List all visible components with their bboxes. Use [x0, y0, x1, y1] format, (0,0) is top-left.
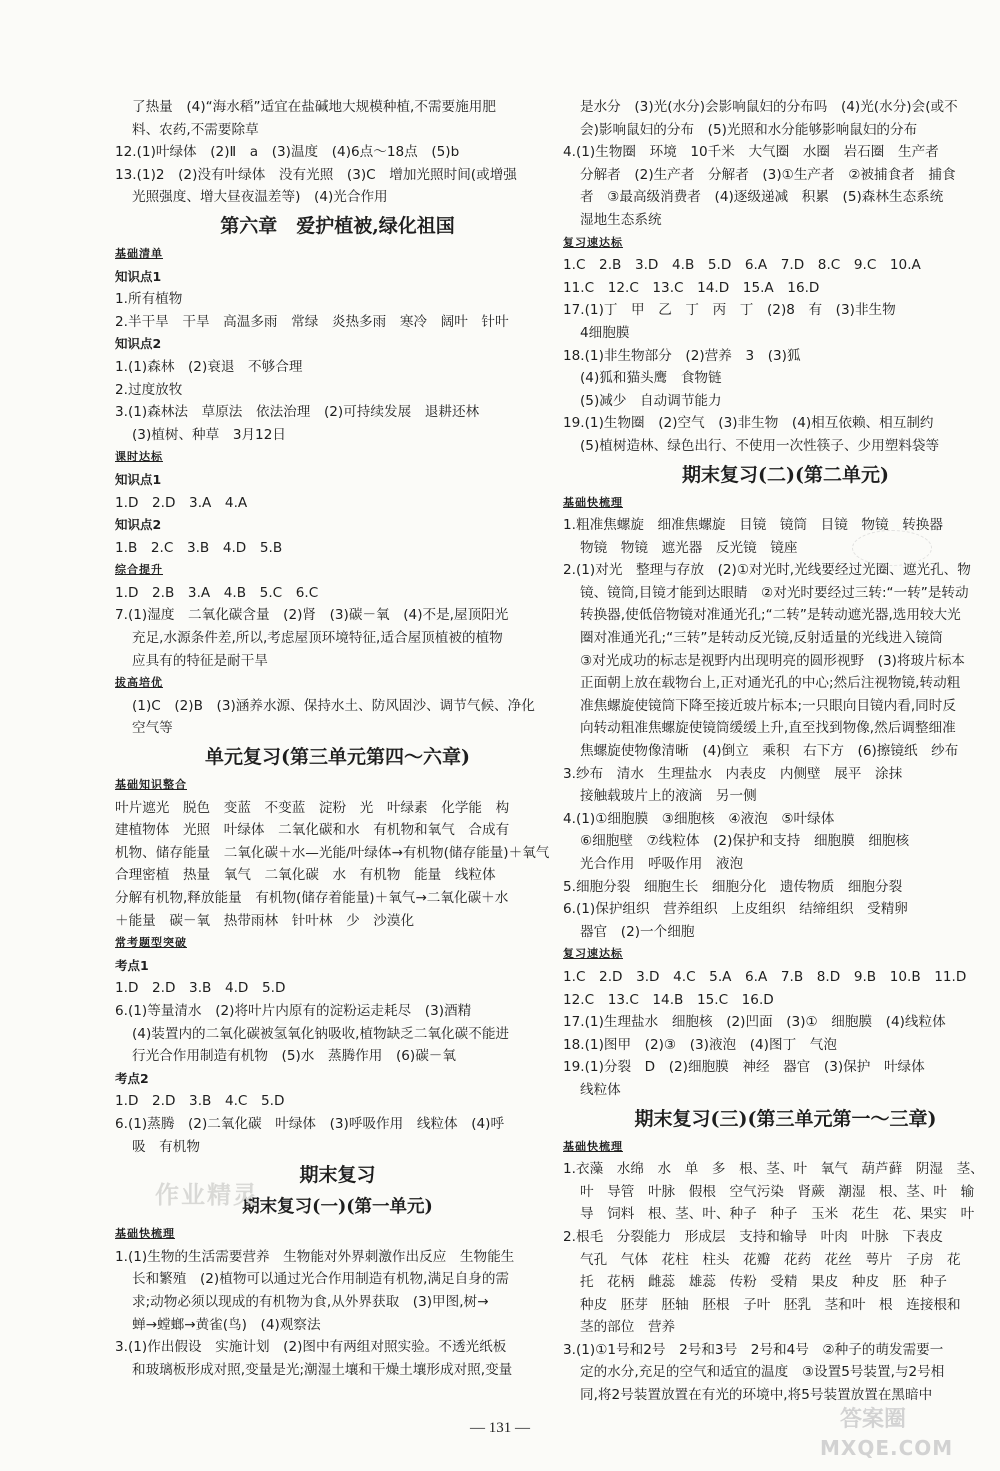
- answer-line: 和玻璃板形成对照,变量是光;潮湿土壤和干燥土壤形成对照,变量: [132, 1361, 513, 1378]
- answer-line: 12.(1)叶绿体 (2)Ⅱ a (3)温度 (4)6点～18点 (5)b: [115, 144, 460, 161]
- stamp-mark: [852, 530, 932, 566]
- answer-line: 是水分 (3)光(水分)会影响鼠妇的分布吗 (4)光(水分)会(或不: [580, 99, 958, 115]
- answer-line: 气孔 气体 花柱 柱头 花瓣 花药 花丝 萼片 子房 花: [580, 1251, 961, 1268]
- answer-line: 合理密植 热量 氧气 二氧化碳 水 有机物 能量 线粒体: [115, 867, 496, 884]
- answer-line: 1.所有植物: [115, 291, 183, 308]
- watermark-url: MXQE.COM: [820, 1436, 954, 1460]
- knowledge-point-label: 知识点2: [115, 336, 162, 352]
- answer-line: 叶 导管 叶脉 假根 空气污染 肾蕨 潮湿 根、茎、叶 输: [580, 1183, 975, 1200]
- answer-line: 4细胞膜: [580, 324, 630, 341]
- answer-line: 19.(1)分裂 D (2)细胞膜 神经 器官 (3)保护 叶绿体: [563, 1059, 925, 1076]
- answer-line: (3)植树、种草 3月12日: [132, 426, 286, 443]
- answer-line: 会)影响鼠妇的分布 (5)光照和水分能够影响鼠妇的分布: [580, 121, 918, 138]
- right-column: [563, 96, 1000, 1407]
- answer-line: 3.纱布 清水 生理盐水 内表皮 内侧壁 展平 涂抹: [563, 765, 903, 782]
- answer-line: (4)狐和猫头鹰 食物链: [580, 370, 722, 387]
- answer-line: 湿地生态系统: [580, 211, 662, 228]
- answer-line: 茎的部位 营养: [580, 1319, 676, 1336]
- section-heading: 第六章 爱护植被,绿化祖国: [220, 214, 455, 237]
- answer-line: 2.半干旱 干旱 高温多雨 常绿 炎热多雨 寒冷 阔叶 针叶: [115, 313, 509, 330]
- answer-line: 1.B 2.C 3.B 4.D 5.B: [115, 539, 283, 556]
- answer-line: 3.(1)作出假设 实施计划 (2)图中有两组对照实验。不透光纸板: [115, 1339, 507, 1356]
- answer-line: 1.粗准焦螺旋 细准焦螺旋 目镜 镜筒 目镜 物镜 转换器: [563, 517, 943, 534]
- answer-line: 蝉→螳螂→黄雀(鸟) (4)观察法: [132, 1316, 321, 1333]
- answer-line: 物镜 物镜 遮光器 反光镜 镜座: [580, 539, 798, 556]
- answer-line: 12.C 13.C 14.B 15.C 16.D: [563, 991, 774, 1008]
- answer-line: 焦螺旋使物像清晰 (4)倒立 乘积 右下方 (6)擦镜纸 纱布: [580, 743, 959, 760]
- answer-line: (5)植树造林、绿色出行、不使用一次性筷子、少用塑料袋等: [580, 437, 940, 454]
- answer-line: 17.(1)丁 甲 乙 丁 丙 丁 (2)8 有 (3)非生物: [563, 302, 896, 319]
- answer-line: 11.C 12.C 13.C 14.D 15.A 16.D: [563, 279, 820, 296]
- answer-line: 吸 有机物: [132, 1138, 200, 1155]
- answer-line: 镜、镜筒,目镜才能到达眼睛 ②对光时要经过三转:“一转”是转动: [580, 584, 969, 601]
- knowledge-point-label: 知识点1: [115, 268, 162, 284]
- watermark-logo: 答案圈: [840, 1407, 907, 1432]
- subsection-label: 基础快梳理: [563, 1139, 623, 1153]
- answer-line: 者 ③最高级消费者 (4)逐级递减 积累 (5)森林生态系统: [580, 189, 944, 206]
- answer-line: 向转动粗准焦螺旋使镜筒缓缓上升,直至找到物像,然后调整细准: [580, 720, 956, 737]
- answer-line: 托 花柄 雌蕊 雄蕊 传粉 受精 果皮 种皮 胚 种子: [580, 1274, 948, 1291]
- answer-line: 行光合作用制造有机物 (5)水 蒸腾作用 (6)碳－氧: [132, 1048, 456, 1065]
- answer-line: 机物、储存能量 二氧化碳＋水—光能/叶绿体→有机物(储存能量)＋氧气: [115, 844, 550, 861]
- answer-line: 正面朝上放在载物台上,正对通光孔的中心;然后注视物镜,转动粗: [580, 675, 961, 692]
- answer-line: 同,将2号装置放置在有光的环境中,将5号装置放置在黑暗中: [580, 1387, 933, 1404]
- subsection-label: 常考题型突破: [115, 936, 187, 950]
- knowledge-point-label: 知识点2: [115, 517, 162, 533]
- watermark-text: 作业精灵: [155, 1180, 259, 1209]
- answer-line: 料、农药,不需要除草: [132, 121, 259, 138]
- answer-line: 6.(1)等量清水 (2)将叶片内原有的淀粉运走耗尽 (3)酒精: [115, 1002, 472, 1019]
- answer-line: 转换器,使低倍物镜对准通光孔;“二转”是转动遮光器,选用较大光: [580, 607, 961, 624]
- answer-line: 圈对准通光孔;“三转”是转动反光镜,反射适量的光线进入镜筒: [580, 630, 943, 647]
- answer-line: 空气等: [132, 720, 173, 737]
- answer-line: 6.(1)蒸腾 (2)二氧化碳 叶绿体 (3)呼吸作用 线粒体 (4)呼: [115, 1115, 505, 1132]
- answer-line: 1.D 2.D 3.A 4.A: [115, 494, 248, 511]
- answer-line: 了热量 (4)“海水稻”适宜在盐碱地大规模种植,不需要施用肥: [132, 99, 496, 115]
- knowledge-point-label: 考点1: [115, 957, 149, 973]
- subsection-label: 课时达标: [115, 450, 163, 464]
- subsection-label: 综合提升: [115, 563, 163, 577]
- answer-line: 分解者 (2)生产者 分解者 (3)①生产者 ②被捕食者 捕食: [580, 166, 956, 183]
- answer-line: 17.(1)生理盐水 细胞核 (2)凹面 (3)① 细胞膜 (4)线粒体: [563, 1014, 946, 1031]
- answer-line: 器官 (2)一个细胞: [580, 923, 695, 940]
- answer-line: 2.(1)对光 整理与存放 (2)①对光时,光线要经过光圈、遮光孔、物: [563, 562, 971, 579]
- answer-line: 种皮 胚芽 胚轴 胚根 子叶 胚乳 茎和叶 根 连接根和: [580, 1296, 961, 1313]
- subsection-label: 基础知识整合: [115, 778, 187, 792]
- answer-line: 18.(1)非生物部分 (2)营养 3 (3)狐: [563, 347, 801, 364]
- answer-line: 1.D 2.D 3.B 4.D 5.D: [115, 980, 286, 997]
- answer-line: 准焦螺旋使镜筒下降至接近玻片标本;一只眼向目镜内看,同时反: [580, 697, 956, 714]
- section-heading: 期末复习: [299, 1164, 376, 1187]
- answer-line: 接触载玻片上的液滴 另一侧: [580, 788, 757, 805]
- subsection-label: 基础快梳理: [115, 1227, 175, 1241]
- answer-line: 应具有的特征是耐干旱: [132, 652, 268, 669]
- answer-line: 1.D 2.B 3.A 4.B 5.C 6.C: [115, 584, 319, 601]
- knowledge-point-label: 知识点1: [115, 471, 162, 487]
- answer-line: 3.(1)森林法 草原法 依法治理 (2)可持续发展 退耕还林: [115, 404, 480, 421]
- answer-line: 充足,水源条件差,所以,考虑屋顶环境特征,适合屋顶植被的植物: [132, 630, 503, 647]
- section-heading: 单元复习(第三单元第四～六章): [205, 746, 470, 769]
- page-number: — 131 —: [470, 1420, 530, 1436]
- answer-line: 定的水分,充足的空气和适宜的温度 ③设置5号装置,与2号相: [580, 1364, 945, 1381]
- answer-line: 3.(1)①1号和2号 2号和3号 2号和4号 ②种子的萌发需要一: [563, 1341, 944, 1358]
- answer-line: 19.(1)生物圈 (2)空气 (3)非生物 (4)相互依赖、相互制约: [563, 415, 934, 432]
- answer-line: 1.C 2.D 3.D 4.C 5.A 6.A 7.B 8.D 9.B 10.B 11.D: [563, 968, 967, 985]
- answer-line: 1.D 2.D 3.B 4.C 5.D: [115, 1093, 285, 1110]
- answer-line: ③对光成功的标志是视野内出现明亮的圆形视野 (3)将玻片标本: [580, 652, 965, 669]
- answer-line: 4.(1)①细胞膜 ③细胞核 ④液泡 ⑤叶绿体: [563, 810, 835, 827]
- section-heading: 期末复习(二)(第二单元): [682, 463, 889, 486]
- subsection-label: 基础清单: [115, 246, 163, 260]
- answer-line: 1.(1)生物的生活需要营养 生物能对外界刺激作出反应 生物能生: [115, 1248, 515, 1265]
- answer-line: 1.衣藻 水绵 水 单 多 根、茎、叶 氧气 葫芦藓 阴湿 茎、: [563, 1161, 984, 1178]
- answer-line: 6.(1)保护组织 营养组织 上皮组织 结缔组织 受精卵: [563, 901, 908, 918]
- subsection-label: 复习速达标: [563, 235, 623, 249]
- answer-line: 建植物体 光照 叶绿体 二氧化碳和水 有机物和氧气 合成有: [115, 822, 510, 839]
- answer-line: ＋能量 碳－氧 热带雨林 针叶林 少 沙漠化: [115, 912, 415, 929]
- answer-line: 光照强度、增大昼夜温差等) (4)光合作用: [132, 189, 388, 206]
- subsection-label: 基础快梳理: [563, 495, 623, 509]
- answer-line: (1)C (2)B (3)涵养水源、保持水土、防风固沙、调节气候、净化: [132, 697, 535, 714]
- answer-line: 4.(1)生物圈 环境 10千米 大气圈 水圈 岩石圈 生产者: [563, 144, 939, 161]
- knowledge-point-label: 考点2: [115, 1070, 149, 1086]
- section-heading: 期末复习(一)(第一单元): [242, 1197, 433, 1218]
- answer-line: (4)装置内的二氧化碳被氢氧化钠吸收,植物缺乏二氧化碳不能进: [132, 1025, 510, 1042]
- subsection-label: 拔高培优: [115, 676, 163, 690]
- answer-line: 5.细胞分裂 细胞生长 细胞分化 遗传物质 细胞分裂: [563, 878, 903, 895]
- answer-line: 1.C 2.B 3.D 4.B 5.D 6.A 7.D 8.C 9.C 10.A: [563, 257, 921, 274]
- answer-line: 7.(1)湿度 二氧化碳含量 (2)肾 (3)碳－氧 (4)不是,屋顶阳光: [115, 607, 509, 624]
- answer-line: 线粒体: [580, 1081, 621, 1098]
- answer-line: 求;动物必须以现成的有机物为食,从外界获取 (3)甲图,树→: [132, 1293, 489, 1310]
- answer-line: 2.过度放牧: [115, 381, 183, 398]
- section-heading: 期末复习(三)(第三单元第一～三章): [634, 1107, 937, 1130]
- answer-line: 长和繁殖 (2)植物可以通过光合作用制造有机物,满足自身的需: [132, 1271, 510, 1288]
- subsection-label: 复习速达标: [563, 947, 623, 961]
- answer-line: 分解有机物,释放能量 有机物(储存着能量)＋氧气→二氧化碳＋水: [115, 890, 509, 906]
- answer-line: 13.(1)2 (2)没有叶绿体 没有光照 (3)C 增加光照时间(或增强: [115, 166, 517, 183]
- answer-line: 1.(1)森林 (2)衰退 不够合理: [115, 358, 303, 375]
- answer-line: (5)减少 自动调节能力: [580, 392, 722, 409]
- answer-line: 2.根毛 分裂能力 形成层 支持和输导 叶肉 叶脉 下表皮: [563, 1228, 943, 1245]
- answer-line: 18.(1)图甲 (2)③ (3)液泡 (4)图丁 气泡: [563, 1036, 837, 1053]
- answer-line: 光合作用 呼吸作用 液泡: [580, 856, 744, 872]
- answer-line: 叶片遮光 脱色 变蓝 不变蓝 淀粉 光 叶绿素 化学能 构: [115, 799, 510, 816]
- answer-line: ⑥细胞壁 ⑦线粒体 (2)保护和支持 细胞膜 细胞核: [580, 833, 910, 850]
- answer-line: 导 饲料 根、茎、叶、种子 种子 玉米 花生 花、果实 叶: [580, 1206, 975, 1223]
